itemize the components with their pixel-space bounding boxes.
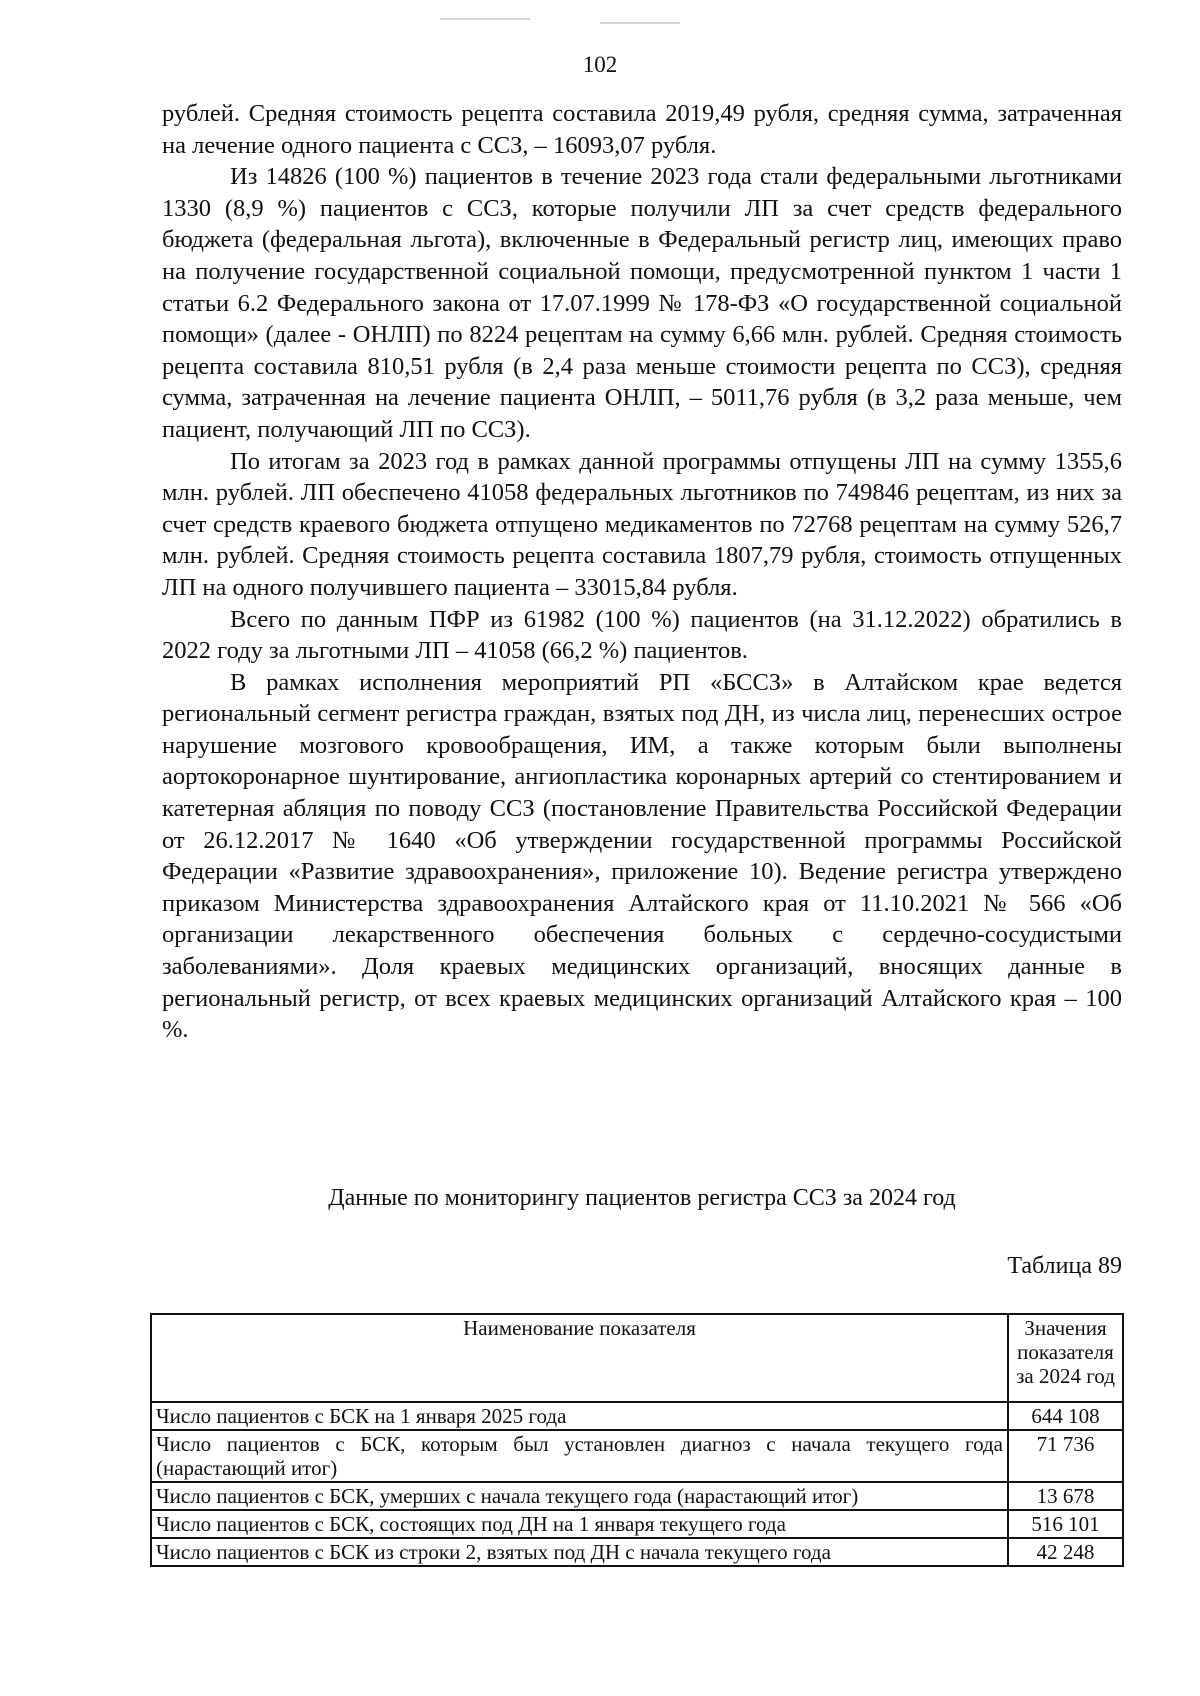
header-indicator-name: Наименование показателя (151, 1314, 1008, 1402)
row-value: 13 678 (1008, 1482, 1123, 1510)
table-label: Таблица 89 (1007, 1253, 1122, 1279)
row-value: 516 101 (1008, 1510, 1123, 1538)
paragraph: Всего по данным ПФР из 61982 (100 %) пациентов (на 31.12.2022) обратились в 2022 году за льготными ЛП – 41058 (66,2 %) пациентов. (162, 605, 1122, 665)
row-value: 71 736 (1008, 1430, 1123, 1482)
scan-artifact (440, 18, 530, 20)
table-row (151, 1482, 1123, 1510)
paragraph: В рамках исполнения мероприятий РП «БССЗ» в Алтайском крае ведется региональный сегмент регистра граждан, взятых под ДН, из числа лиц, перенесших острое нарушение мозгового кровообращения, ИМ, а также которым были выполнены аортокоронарное шунтирование, ангиопластика коронарных артерий со стентированием и катетерная абляция по поводу ССЗ (постановление Правительства Российской Федерации от 26.12.2017 № 1640 «Об утверждении государственной программы Российской Федерации «Развитие здравоохранения», приложение 10). Ведение регистра утверждено приказом Министерства здравоохранения Алтайского края от 11.10.2021 № 566 «Об организации лекарственного обеспечения больных с сердечно-сосудистыми заболеваниями». Доля краевых медицинских организаций, вносящих данные в региональный регистр, от всех краевых медицинских организаций Алтайского края – 100 %. (162, 668, 1122, 1044)
row-name: Число пациентов с БСК из строки 2, взятых под ДН с начала текущего года (151, 1538, 1008, 1566)
row-name: Число пациентов с БСК, умерших с начала текущего года (нарастающий итог) (151, 1482, 1008, 1510)
row-value: 644 108 (1008, 1402, 1123, 1430)
body-text (162, 98, 1122, 1046)
table-row (151, 1538, 1123, 1566)
scan-artifact (600, 22, 680, 24)
table-row (151, 1510, 1123, 1538)
data-table (150, 1313, 1124, 1567)
paragraph: рублей. Средняя стоимость рецепта составила 2019,49 рубля, средняя сумма, затраченная на лечение одного пациента с ССЗ, – 16093,07 рубля. (162, 100, 1122, 159)
paragraph: По итогам за 2023 год в рамках данной программы отпущены ЛП на сумму 1355,6 млн. рублей. ЛП обеспечено 41058 федеральных льготников по 749846 рецептам, из них за счет средств краевого бюджета отпущено медикаментов по 72768 рецептам на сумму 526,7 млн. рублей. Средняя стоимость рецепта составила 1807,79 рубля, стоимость отпущенных ЛП на одного получившего пациента – 33015,84 рубля. (162, 447, 1122, 601)
row-value: 42 248 (1008, 1538, 1123, 1566)
header-indicator-value: Значения показателя за 2024 год (1008, 1314, 1123, 1402)
paragraph: Из 14826 (100 %) пациентов в течение 2023 года стали федеральными льготниками 1330 (8,9 %) пациентов с ССЗ, которые получили ЛП за счет средств федерального бюджета (федеральная льгота), включенные в Федеральный регистр лиц, имеющих право на получение государственной социальной помощи, предусмотренной пунктом 1 части 1 статьи 6.2 Федерального закона от 17.07.1999 № 178-ФЗ «О государственной социальной помощи» (далее - ОНЛП) по 8224 рецептам на сумму 6,66 млн. рублей. Средняя стоимость рецепта составила 810,51 рубля (в 2,4 раза меньше стоимости рецепта по ССЗ), средняя сумма, затраченная на лечение пациента ОНЛП, – 5011,76 рубля (в 3,2 раза меньше, чем пациент, получающий ЛП по ССЗ). (162, 163, 1122, 443)
row-name: Число пациентов с БСК на 1 января 2025 года (151, 1402, 1008, 1430)
table-row (151, 1430, 1123, 1482)
row-name: Число пациентов с БСК, состоящих под ДН на 1 января текущего года (151, 1510, 1008, 1538)
table-header-row (151, 1314, 1123, 1402)
row-name: Число пациентов с БСК, которым был установлен диагноз с начала текущего года (нарастающий итог) (151, 1430, 1008, 1482)
table-row (151, 1402, 1123, 1430)
table-title: Данные по мониторингу пациентов регистра ССЗ за 2024 год (328, 1185, 956, 1211)
page-number: 102 (582, 52, 618, 77)
